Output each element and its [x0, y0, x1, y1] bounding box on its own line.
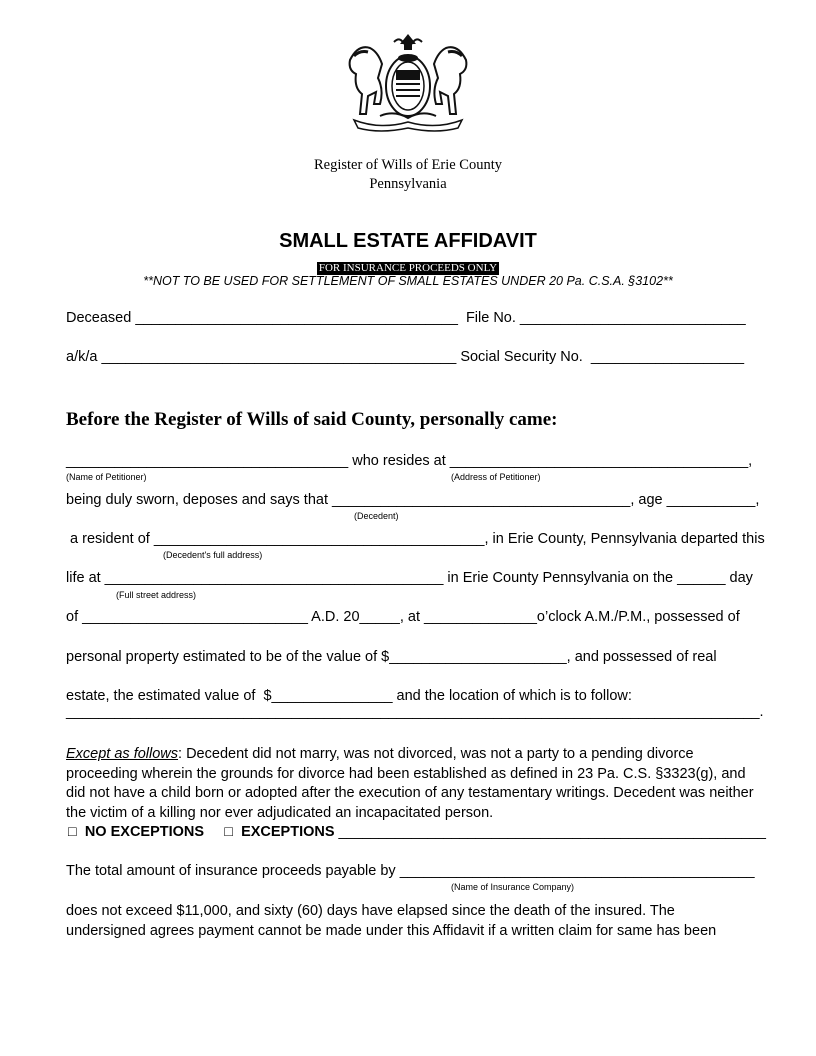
usage-notice: **NOT TO BE USED FOR SETTLEMENT OF SMALL ESTATES UNDER 20 Pa. C.S.A. §3102**	[143, 274, 673, 288]
exceptions-paragraph	[66, 745, 756, 823]
date-time-line[interactable]: of ____________________________ A.D. 20_____, at ______________o’clock A.M./P.M., possessed of	[66, 609, 740, 625]
exceptions-input-line[interactable]: _____________________________________________________	[334, 824, 766, 840]
estate-line[interactable]: estate, the estimated value of $_______________ and the location of which is to follow:	[66, 688, 632, 704]
except-lead: Except as follows	[66, 746, 179, 762]
caption-decedent: (Decedent)	[354, 511, 399, 521]
insurance-banner: FOR INSURANCE PROCEEDS ONLY	[318, 262, 498, 274]
exceptions-label: EXCEPTIONS	[241, 824, 335, 840]
caption-address: (Address of Petitioner)	[451, 472, 541, 482]
caption-petitioner: (Name of Petitioner)	[66, 472, 147, 482]
estate-location-line[interactable]: ______________________________________________________________________________________.	[66, 704, 764, 720]
petitioner-line[interactable]: ___________________________________ who resides at _____________________________________,	[66, 453, 753, 469]
caption-decedent-address: (Decedent's full address)	[163, 550, 263, 560]
closing-paragraph: does not exceed $11,000, and sixty (60) days have elapsed since the death of the insured. The undersigned agrees payment cannot be made under this Affidavit if a written claim for same has been	[66, 903, 717, 939]
caption-street: (Full street address)	[116, 590, 197, 600]
section-heading: Before the Register of Wills of said County, personally came:	[66, 409, 558, 430]
page-title: SMALL ESTATE AFFIDAVIT	[279, 230, 537, 252]
property-line[interactable]: personal property estimated to be of the value of $______________________, and possessed of real	[66, 649, 717, 665]
life-line[interactable]: life at __________________________________________ in Erie County Pennsylvania on the ______ day	[66, 570, 753, 586]
office-name: Register of Wills of Erie County	[313, 157, 503, 173]
exceptions-row	[68, 824, 766, 840]
insurance-line[interactable]: The total amount of insurance proceeds payable by ____________________________________________	[66, 863, 755, 879]
deceased-field[interactable]: Deceased ________________________________________ File No. ____________________________	[66, 310, 746, 326]
resident-line[interactable]: a resident of _________________________________________, in Erie County, Pennsylvania departed this	[66, 531, 765, 547]
aka-field[interactable]: a/k/a ____________________________________________ Social Security No. ___________________	[66, 349, 745, 365]
exceptions-checkbox[interactable]: □	[224, 824, 233, 840]
except-text: : Decedent did not marry, was not divorced, was not a party to a pending divorce proceeding wherein the grounds for divorce had been established as defined in 23 Pa. C.S. §3323(g), and did not have a child born or adopted after the execution of any testamentary writings. Decedent was neither the victim of a killing nor ever adjudicated an incapacitated person.	[66, 746, 754, 821]
pennsylvania-coat-of-arms-icon	[340, 30, 476, 134]
sworn-line[interactable]: being duly sworn, deposes and says that _____________________________________, age ___________,	[66, 492, 760, 508]
state-name: Pennsylvania	[369, 176, 447, 192]
caption-insurance: (Name of Insurance Company)	[451, 882, 575, 892]
no-exceptions-checkbox[interactable]: □	[68, 824, 77, 840]
no-exceptions-label: NO EXCEPTIONS	[84, 824, 205, 840]
